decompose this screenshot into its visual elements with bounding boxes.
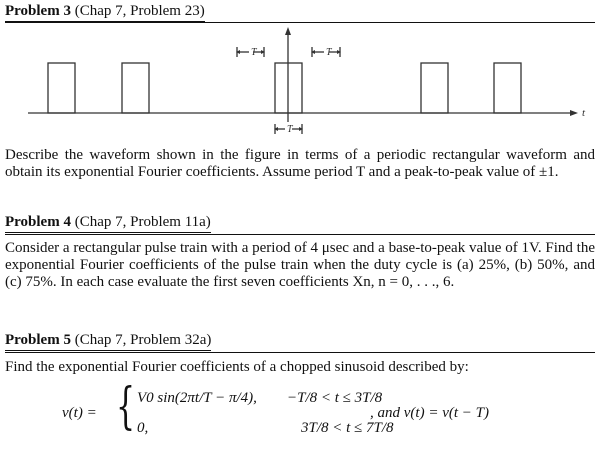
case1-condition: −T/8 < t ≤ 3T/8 bbox=[287, 390, 383, 406]
axis-arrow-right bbox=[570, 110, 578, 116]
left-brace: { bbox=[116, 377, 136, 435]
problem3-heading bbox=[5, 3, 205, 20]
problem5-heading-rest: (Chap 7, Problem 32a) bbox=[70, 332, 212, 348]
pulse bbox=[421, 63, 448, 113]
problem4-heading-rest: (Chap 7, Problem 11a) bbox=[70, 214, 211, 230]
problem5-heading-bold: Problem 5 bbox=[5, 332, 71, 348]
section-divider bbox=[5, 352, 595, 353]
piecewise-equation bbox=[0, 377, 601, 450]
case2-expression: 0, bbox=[137, 420, 149, 436]
problem3-heading-rest: (Chap 7, Problem 23) bbox=[70, 3, 205, 19]
case1-expression: V0 sin(2πt/T − π/4), bbox=[137, 390, 257, 406]
periodicity-condition: , and v(t) = v(t − T) bbox=[370, 405, 489, 421]
problem4-heading bbox=[5, 214, 211, 231]
equation-lhs: v(t) = bbox=[62, 405, 97, 421]
problem4-description: Consider a rectangular pulse train with a period of 4 μsec and a base-to-peak value of 1V. Find the exponential Fourier coefficients of the pulse train when the duty cycle is (a) 25%, (b) 50%, and (c) 75%. In each case evaluate the first seven coefficients Xn, n = 0, . . ., 6. bbox=[5, 240, 595, 290]
dimension-label: T bbox=[251, 47, 257, 58]
problem5-heading bbox=[5, 332, 211, 349]
time-axis-label: t bbox=[582, 107, 586, 119]
case2-condition: 3T/8 < t ≤ 7T/8 bbox=[301, 420, 394, 436]
pulse bbox=[494, 63, 521, 113]
problem3-description: Describe the waveform shown in the figure in terms of a periodic rectangular waveform and obtain its exponential Fourier coefficients. Assume period T and a peak-to-peak value of ±1. bbox=[5, 147, 595, 180]
section-divider bbox=[5, 234, 595, 235]
pulse bbox=[48, 63, 75, 113]
problem5-description: Find the exponential Fourier coefficients of a chopped sinusoid described by: bbox=[5, 359, 469, 375]
pulse bbox=[122, 63, 149, 113]
problem3-heading-bold: Problem 3 bbox=[5, 3, 71, 19]
waveform-figure bbox=[0, 26, 601, 146]
dimension-label: T bbox=[287, 124, 293, 135]
axis-arrow-up bbox=[285, 27, 291, 35]
section-divider bbox=[5, 22, 595, 23]
dimension-label: T bbox=[326, 47, 332, 58]
problem4-heading-bold: Problem 4 bbox=[5, 214, 71, 230]
